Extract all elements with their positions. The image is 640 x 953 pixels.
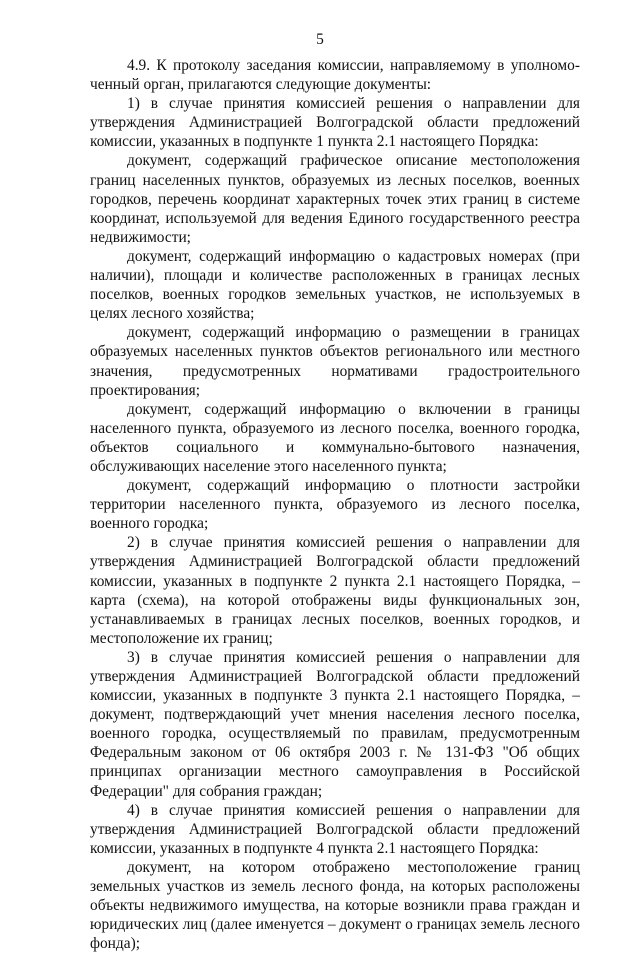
page-number: 5 — [316, 31, 324, 48]
document-body — [90, 56, 580, 953]
paragraph-item-1-doc-boundaries: документ, содержащий графическое описание местоположения границ населенных пунктов, образуемых из лесных поселков, военных городков, перечень координат характерных точек этих границ в системе координат, используемой для ведения Единого государственного реестра недвижимости; — [90, 152, 580, 246]
paragraph-item-1-doc-density: документ, содержащий информацию о плотности застройки территории населенного пункта, образуемого из лесного поселка, военного городка; — [90, 477, 580, 533]
paragraph-4-9-intro: 4.9. К протоколу заседания комиссии, направляемому в уполномо-ченный орган, прилагаются следующие документы: — [90, 57, 580, 94]
paragraph-item-1-doc-inclusion: документ, содержащий информацию о включении в границы населенного пункта, образуемого из лесного поселка, военного городка, объектов социального и коммунально-бытового назначения, обслуживающих население этого населенного пункта; — [90, 400, 580, 475]
paragraph-item-4: 4) в случае принятия комиссией решения о направлении для утверждения Администрацией Волгоградской области предложений комиссии, указанных в подпункте 4 пункта 2.1 настоящего Порядка: — [90, 801, 580, 857]
paragraph-item-1: 1) в случае принятия комиссией решения о направлении для утверждения Администрацией Волгоградской области предложений комиссии, указанных в подпункте 1 пункта 2.1 настоящего Порядка: — [90, 95, 580, 151]
paragraph-item-1-doc-placement: документ, содержащий информацию о размещении в границах образуемых населенных пунктов объектов регионального или местного значения, предусмотренных нормативами градостроительного проектирования; — [90, 324, 580, 399]
paragraph-item-2: 2) в случае принятия комиссией решения о направлении для утверждения Администрацией Волгоградской области предложений комиссии, указанных в подпункте 2 пункта 2.1 настоящего Порядка, – карта (схема), на которой отображены виды функциональных зон, устанавливаемых в границах лесных поселков, военных городков, и местоположение их границ; — [90, 534, 580, 647]
paragraph-item-4-doc-forest-lands: документ, на котором отображено местоположение границ земельных участков из земель лесного фонда, на которых расположены объекты недвижимого имущества, на которые возникли права граждан и юридических лиц (далее именуется – документ о границах земель лесного фонда); — [90, 858, 580, 953]
paragraph-item-3: 3) в случае принятия комиссией решения о направлении для утверждения Администрацией Волгоградской области предложений комиссии, указанных в подпункте 3 пункта 2.1 настоящего Порядка, – документ, подтверждающий учет мнения населения лесного поселка, военного городка, осуществляемый по правилам, предусмотренным Федеральным законом от 06 октября 2003 г. № 131-ФЗ "Об общих принципах организации местного самоуправления в Российской Федерации" для собрания граждан; — [90, 648, 580, 800]
paragraph-item-1-doc-cadastral: документ, содержащий информацию о кадастровых номерах (при наличии), площади и количестве расположенных в границах лесных поселков, военных городков земельных участков, не используемых в целях лесного хозяйства; — [90, 247, 580, 323]
